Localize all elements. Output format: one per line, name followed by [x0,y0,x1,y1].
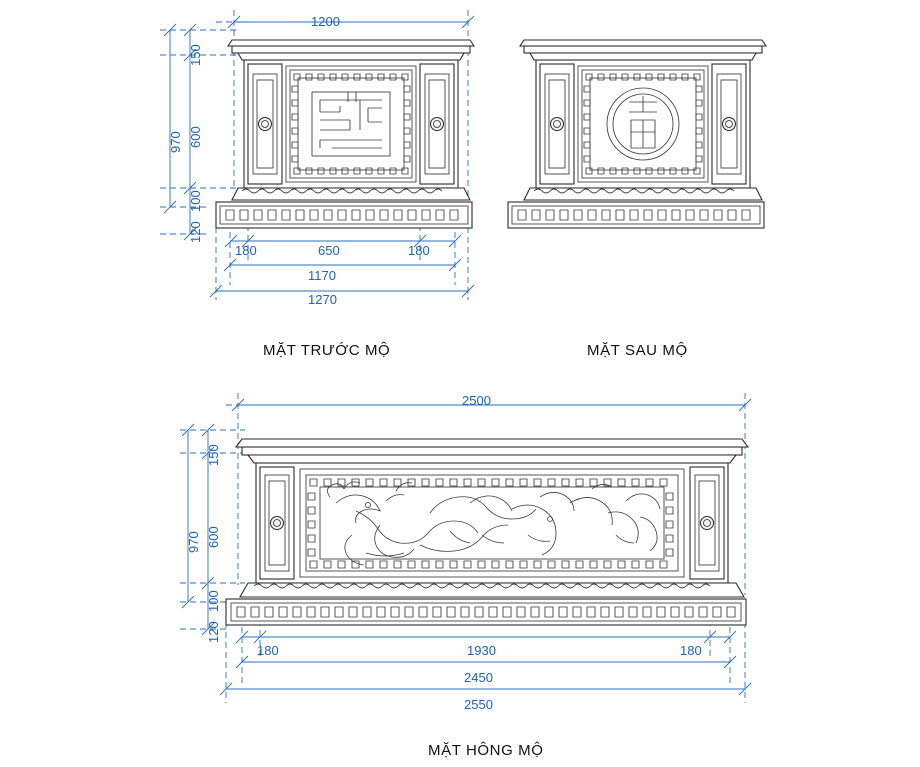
dim-front-180-left: 180 [235,243,257,258]
dim-side-120: 120 [206,621,221,643]
dim-side-150: 150 [206,444,221,466]
dim-side-100: 100 [206,590,221,612]
dim-front-100: 100 [188,190,203,212]
dim-front-970: 970 [168,131,183,153]
dim-side-180-left: 180 [257,643,279,658]
dim-front-180-right: 180 [408,243,430,258]
dim-side-top-width: 2500 [462,393,491,408]
dim-front-120: 120 [188,221,203,243]
back-view-drawing [490,0,800,250]
dim-front-1170: 1170 [308,268,336,283]
caption-side-view: MẶT HÔNG MỘ [428,742,544,759]
dim-front-650: 650 [318,243,340,258]
dim-side-1930: 1930 [467,643,496,658]
dim-front-600: 600 [188,126,203,148]
dim-side-180-right: 180 [680,643,702,658]
dim-front-top-width: 1200 [311,14,340,29]
dim-front-150: 150 [188,44,203,66]
caption-back-view: MẶT SAU MỘ [587,342,688,359]
dim-side-2450: 2450 [464,670,493,685]
caption-front-view: MẶT TRƯỚC MỘ [263,342,391,359]
dim-side-600: 600 [206,526,221,548]
dim-side-970: 970 [186,531,201,553]
dim-front-1270: 1270 [308,292,337,307]
dim-side-2550: 2550 [464,697,493,712]
